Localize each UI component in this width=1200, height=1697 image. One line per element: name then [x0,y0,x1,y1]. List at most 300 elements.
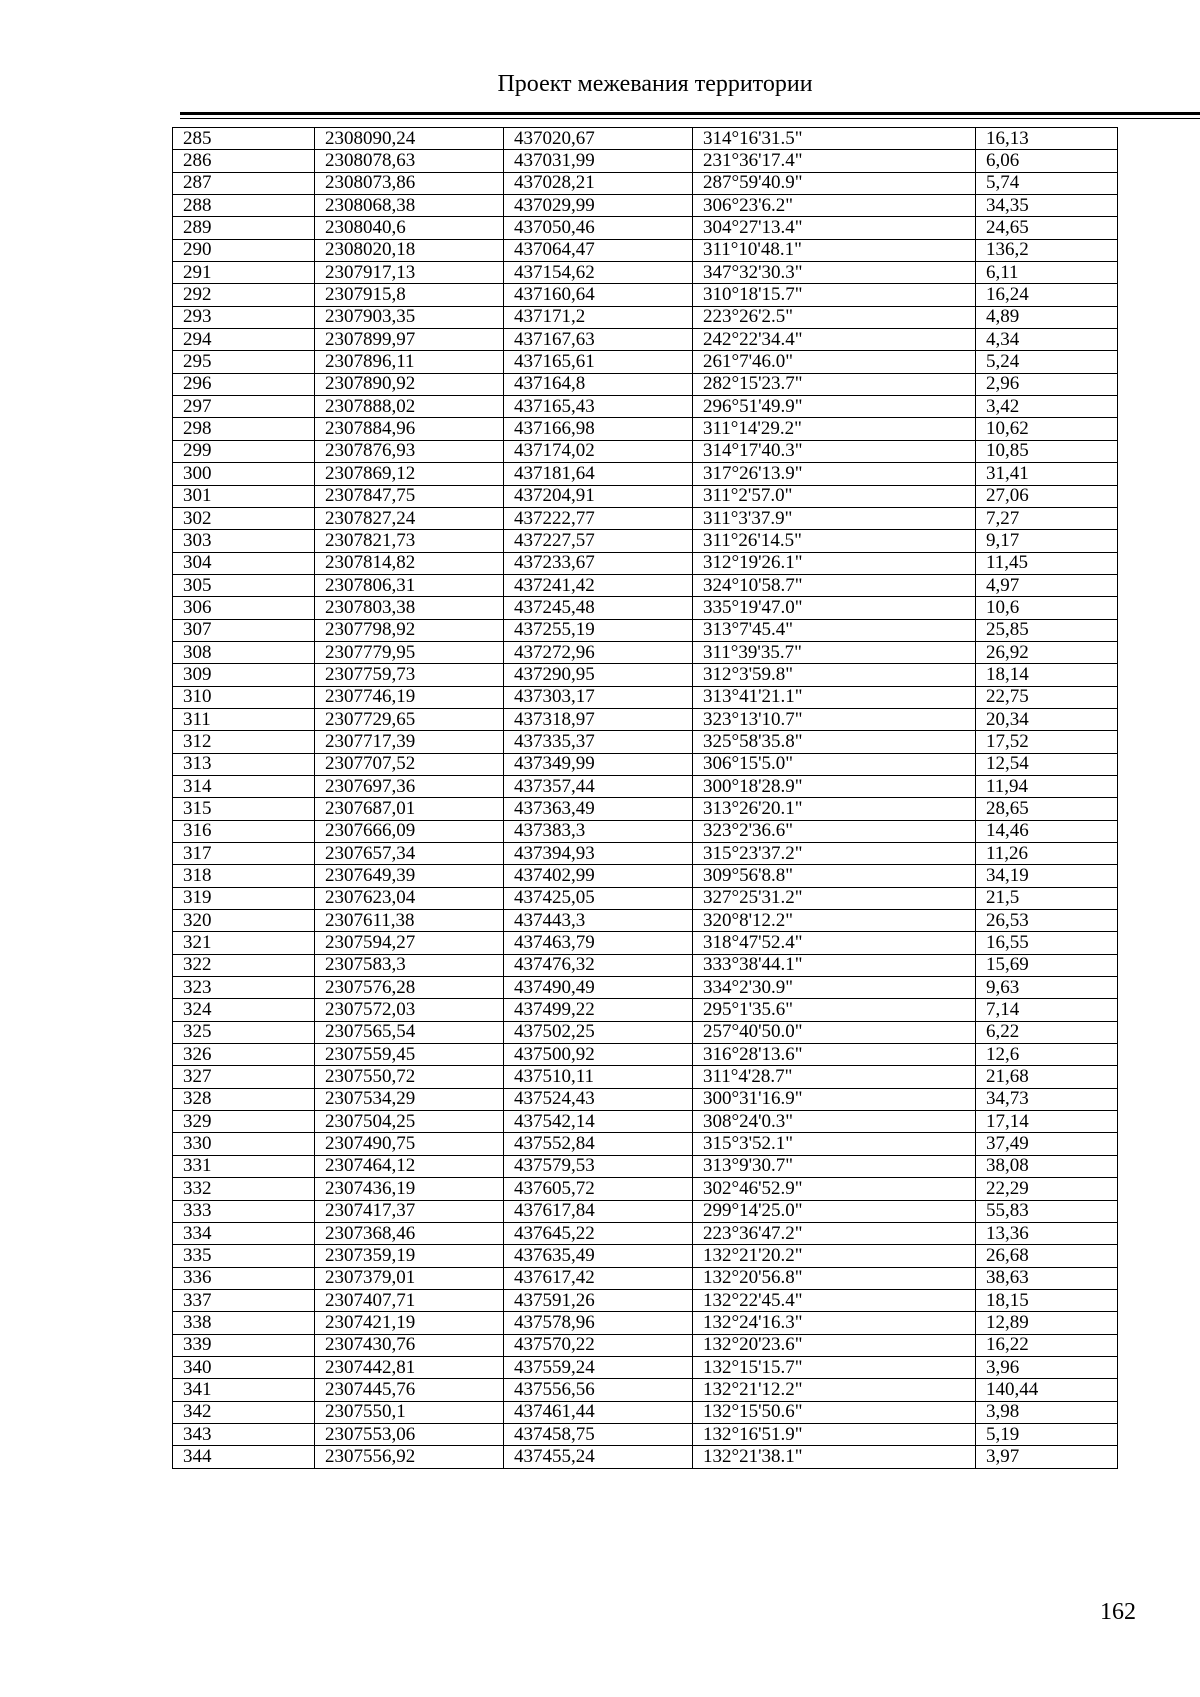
x-coordinate-cell: 2307572,03 [315,999,504,1021]
point-number-cell: 314 [173,775,315,797]
x-coordinate-cell: 2307576,28 [315,977,504,999]
x-coordinate-cell: 2307534,29 [315,1088,504,1110]
direction-angle-cell: 223°26'2.5" [693,306,976,328]
direction-angle-cell: 313°9'30.7" [693,1155,976,1177]
x-coordinate-cell: 2307490,75 [315,1133,504,1155]
point-number-cell: 302 [173,507,315,529]
x-coordinate-cell: 2307442,81 [315,1356,504,1378]
x-coordinate-cell: 2307359,19 [315,1245,504,1267]
distance-cell: 4,89 [976,306,1118,328]
x-coordinate-cell: 2307876,93 [315,440,504,462]
point-number-cell: 340 [173,1356,315,1378]
x-coordinate-cell: 2307556,92 [315,1446,504,1468]
table-row [173,239,1118,261]
table-row [173,686,1118,708]
direction-angle-cell: 318°47'52.4" [693,932,976,954]
y-coordinate-cell: 437443,3 [504,910,693,932]
direction-angle-cell: 308°24'0.3" [693,1111,976,1133]
distance-cell: 16,13 [976,128,1118,150]
x-coordinate-cell: 2307565,54 [315,1021,504,1043]
point-number-cell: 286 [173,150,315,172]
direction-angle-cell: 132°21'38.1" [693,1446,976,1468]
table-row [173,552,1118,574]
table-row [173,1111,1118,1133]
table-row [173,954,1118,976]
table-row [173,128,1118,150]
direction-angle-cell: 315°3'52.1" [693,1133,976,1155]
x-coordinate-cell: 2307884,96 [315,418,504,440]
y-coordinate-cell: 437499,22 [504,999,693,1021]
distance-cell: 6,06 [976,150,1118,172]
direction-angle-cell: 302°46'52.9" [693,1178,976,1200]
point-number-cell: 290 [173,239,315,261]
table-row [173,843,1118,865]
distance-cell: 10,62 [976,418,1118,440]
direction-angle-cell: 317°26'13.9" [693,463,976,485]
table-row [173,351,1118,373]
distance-cell: 13,36 [976,1222,1118,1244]
point-number-cell: 293 [173,306,315,328]
distance-cell: 9,17 [976,530,1118,552]
point-number-cell: 332 [173,1178,315,1200]
table-row [173,485,1118,507]
x-coordinate-cell: 2307888,02 [315,396,504,418]
y-coordinate-cell: 437556,56 [504,1379,693,1401]
table-row [173,1245,1118,1267]
y-coordinate-cell: 437335,37 [504,731,693,753]
y-coordinate-cell: 437181,64 [504,463,693,485]
point-number-cell: 325 [173,1021,315,1043]
y-coordinate-cell: 437167,63 [504,329,693,351]
table-row [173,1401,1118,1423]
point-number-cell: 313 [173,753,315,775]
point-number-cell: 305 [173,574,315,596]
distance-cell: 55,83 [976,1200,1118,1222]
y-coordinate-cell: 437402,99 [504,865,693,887]
x-coordinate-cell: 2307464,12 [315,1155,504,1177]
point-number-cell: 331 [173,1155,315,1177]
distance-cell: 16,55 [976,932,1118,954]
distance-cell: 22,75 [976,686,1118,708]
x-coordinate-cell: 2307697,36 [315,775,504,797]
distance-cell: 10,85 [976,440,1118,462]
distance-cell: 16,24 [976,284,1118,306]
distance-cell: 11,45 [976,552,1118,574]
distance-cell: 3,42 [976,396,1118,418]
point-number-cell: 328 [173,1088,315,1110]
table-row [173,463,1118,485]
point-number-cell: 327 [173,1066,315,1088]
direction-angle-cell: 313°26'20.1" [693,798,976,820]
y-coordinate-cell: 437174,02 [504,440,693,462]
distance-cell: 4,97 [976,574,1118,596]
point-number-cell: 320 [173,910,315,932]
point-number-cell: 321 [173,932,315,954]
distance-cell: 12,54 [976,753,1118,775]
table-row [173,775,1118,797]
point-number-cell: 308 [173,641,315,663]
distance-cell: 5,24 [976,351,1118,373]
y-coordinate-cell: 437020,67 [504,128,693,150]
distance-cell: 26,53 [976,910,1118,932]
point-number-cell: 338 [173,1312,315,1334]
direction-angle-cell: 335°19'47.0" [693,597,976,619]
table-row [173,418,1118,440]
table-row [173,1379,1118,1401]
distance-cell: 9,63 [976,977,1118,999]
direction-angle-cell: 304°27'13.4" [693,217,976,239]
table-row [173,820,1118,842]
x-coordinate-cell: 2307623,04 [315,887,504,909]
point-number-cell: 318 [173,865,315,887]
point-number-cell: 343 [173,1423,315,1445]
direction-angle-cell: 312°3'59.8" [693,664,976,686]
distance-cell: 10,6 [976,597,1118,619]
distance-cell: 34,19 [976,865,1118,887]
table-row [173,530,1118,552]
table-row [173,306,1118,328]
direction-angle-cell: 327°25'31.2" [693,887,976,909]
direction-angle-cell: 309°56'8.8" [693,865,976,887]
distance-cell: 5,19 [976,1423,1118,1445]
point-number-cell: 342 [173,1401,315,1423]
distance-cell: 26,92 [976,641,1118,663]
table-row [173,597,1118,619]
point-number-cell: 310 [173,686,315,708]
y-coordinate-cell: 437029,99 [504,195,693,217]
y-coordinate-cell: 437171,2 [504,306,693,328]
x-coordinate-cell: 2308073,86 [315,172,504,194]
page-title: Проект межевания территории [497,71,813,97]
y-coordinate-cell: 437455,24 [504,1446,693,1468]
table-row [173,217,1118,239]
point-number-cell: 334 [173,1222,315,1244]
x-coordinate-cell: 2307611,38 [315,910,504,932]
y-coordinate-cell: 437166,98 [504,418,693,440]
direction-angle-cell: 242°22'34.4" [693,329,976,351]
direction-angle-cell: 311°2'57.0" [693,485,976,507]
distance-cell: 34,35 [976,195,1118,217]
distance-cell: 17,14 [976,1111,1118,1133]
table-row [173,1222,1118,1244]
table-row [173,1289,1118,1311]
x-coordinate-cell: 2307806,31 [315,574,504,596]
y-coordinate-cell: 437383,3 [504,820,693,842]
y-coordinate-cell: 437476,32 [504,954,693,976]
y-coordinate-cell: 437579,53 [504,1155,693,1177]
distance-cell: 6,11 [976,262,1118,284]
y-coordinate-cell: 437591,26 [504,1289,693,1311]
point-number-cell: 339 [173,1334,315,1356]
x-coordinate-cell: 2307559,45 [315,1044,504,1066]
direction-angle-cell: 313°41'21.1" [693,686,976,708]
y-coordinate-cell: 437303,17 [504,686,693,708]
point-number-cell: 301 [173,485,315,507]
table-row [173,1133,1118,1155]
y-coordinate-cell: 437500,92 [504,1044,693,1066]
distance-cell: 12,89 [976,1312,1118,1334]
direction-angle-cell: 306°15'5.0" [693,753,976,775]
y-coordinate-cell: 437164,8 [504,373,693,395]
distance-cell: 3,96 [976,1356,1118,1378]
direction-angle-cell: 132°21'12.2" [693,1379,976,1401]
direction-angle-cell: 132°21'20.2" [693,1245,976,1267]
direction-angle-cell: 310°18'15.7" [693,284,976,306]
x-coordinate-cell: 2307550,72 [315,1066,504,1088]
table-row [173,1155,1118,1177]
y-coordinate-cell: 437363,49 [504,798,693,820]
direction-angle-cell: 261°7'46.0" [693,351,976,373]
x-coordinate-cell: 2308068,38 [315,195,504,217]
y-coordinate-cell: 437204,91 [504,485,693,507]
table-row [173,396,1118,418]
table-row [173,1021,1118,1043]
y-coordinate-cell: 437318,97 [504,708,693,730]
point-number-cell: 294 [173,329,315,351]
table-row [173,708,1118,730]
point-number-cell: 335 [173,1245,315,1267]
distance-cell: 18,15 [976,1289,1118,1311]
direction-angle-cell: 316°28'13.6" [693,1044,976,1066]
point-number-cell: 333 [173,1200,315,1222]
distance-cell: 140,44 [976,1379,1118,1401]
y-coordinate-cell: 437255,19 [504,619,693,641]
y-coordinate-cell: 437559,24 [504,1356,693,1378]
distance-cell: 20,34 [976,708,1118,730]
point-number-cell: 344 [173,1446,315,1468]
direction-angle-cell: 231°36'17.4" [693,150,976,172]
y-coordinate-cell: 437458,75 [504,1423,693,1445]
table-row [173,910,1118,932]
point-number-cell: 315 [173,798,315,820]
x-coordinate-cell: 2307657,34 [315,843,504,865]
point-number-cell: 326 [173,1044,315,1066]
distance-cell: 16,22 [976,1334,1118,1356]
point-number-cell: 324 [173,999,315,1021]
x-coordinate-cell: 2307504,25 [315,1111,504,1133]
direction-angle-cell: 132°15'50.6" [693,1401,976,1423]
coordinates-table-body [173,128,1118,1469]
point-number-cell: 330 [173,1133,315,1155]
table-row [173,641,1118,663]
table-row [173,507,1118,529]
point-number-cell: 341 [173,1379,315,1401]
table-row [173,1044,1118,1066]
x-coordinate-cell: 2307687,01 [315,798,504,820]
table-row [173,664,1118,686]
x-coordinate-cell: 2307368,46 [315,1222,504,1244]
x-coordinate-cell: 2307417,37 [315,1200,504,1222]
y-coordinate-cell: 437165,61 [504,351,693,373]
x-coordinate-cell: 2308090,24 [315,128,504,150]
distance-cell: 7,27 [976,507,1118,529]
table-row [173,373,1118,395]
direction-angle-cell: 324°10'58.7" [693,574,976,596]
direction-angle-cell: 311°4'28.7" [693,1066,976,1088]
point-number-cell: 304 [173,552,315,574]
distance-cell: 4,34 [976,329,1118,351]
y-coordinate-cell: 437635,49 [504,1245,693,1267]
point-number-cell: 311 [173,708,315,730]
table-row [173,753,1118,775]
x-coordinate-cell: 2307430,76 [315,1334,504,1356]
x-coordinate-cell: 2307436,19 [315,1178,504,1200]
y-coordinate-cell: 437233,67 [504,552,693,574]
point-number-cell: 316 [173,820,315,842]
point-number-cell: 317 [173,843,315,865]
x-coordinate-cell: 2307899,97 [315,329,504,351]
x-coordinate-cell: 2307666,09 [315,820,504,842]
y-coordinate-cell: 437645,22 [504,1222,693,1244]
y-coordinate-cell: 437570,22 [504,1334,693,1356]
x-coordinate-cell: 2307827,24 [315,507,504,529]
table-row [173,262,1118,284]
y-coordinate-cell: 437490,49 [504,977,693,999]
y-coordinate-cell: 437245,48 [504,597,693,619]
table-row [173,999,1118,1021]
table-row [173,798,1118,820]
x-coordinate-cell: 2308040,6 [315,217,504,239]
distance-cell: 38,63 [976,1267,1118,1289]
point-number-cell: 329 [173,1111,315,1133]
x-coordinate-cell: 2307707,52 [315,753,504,775]
distance-cell: 11,94 [976,775,1118,797]
x-coordinate-cell: 2307445,76 [315,1379,504,1401]
y-coordinate-cell: 437357,44 [504,775,693,797]
y-coordinate-cell: 437064,47 [504,239,693,261]
direction-angle-cell: 334°2'30.9" [693,977,976,999]
y-coordinate-cell: 437272,96 [504,641,693,663]
table-row [173,1423,1118,1445]
distance-cell: 6,22 [976,1021,1118,1043]
y-coordinate-cell: 437394,93 [504,843,693,865]
y-coordinate-cell: 437425,05 [504,887,693,909]
point-number-cell: 319 [173,887,315,909]
direction-angle-cell: 132°16'51.9" [693,1423,976,1445]
direction-angle-cell: 311°3'37.9" [693,507,976,529]
distance-cell: 3,98 [976,1401,1118,1423]
direction-angle-cell: 311°10'48.1" [693,239,976,261]
y-coordinate-cell: 437031,99 [504,150,693,172]
x-coordinate-cell: 2307803,38 [315,597,504,619]
table-row [173,977,1118,999]
direction-angle-cell: 323°13'10.7" [693,708,976,730]
distance-cell: 24,65 [976,217,1118,239]
direction-angle-cell: 311°26'14.5" [693,530,976,552]
point-number-cell: 312 [173,731,315,753]
table-row [173,619,1118,641]
distance-cell: 26,68 [976,1245,1118,1267]
y-coordinate-cell: 437160,64 [504,284,693,306]
y-coordinate-cell: 437349,99 [504,753,693,775]
direction-angle-cell: 320°8'12.2" [693,910,976,932]
table-row [173,1088,1118,1110]
point-number-cell: 298 [173,418,315,440]
direction-angle-cell: 223°36'47.2" [693,1222,976,1244]
point-number-cell: 299 [173,440,315,462]
coordinates-table [172,127,1118,1469]
direction-angle-cell: 314°17'40.3" [693,440,976,462]
distance-cell: 136,2 [976,239,1118,261]
distance-cell: 22,29 [976,1178,1118,1200]
direction-angle-cell: 312°19'26.1" [693,552,976,574]
x-coordinate-cell: 2307407,71 [315,1289,504,1311]
point-number-cell: 296 [173,373,315,395]
distance-cell: 21,5 [976,887,1118,909]
y-coordinate-cell: 437510,11 [504,1066,693,1088]
direction-angle-cell: 306°23'6.2" [693,195,976,217]
distance-cell: 18,14 [976,664,1118,686]
direction-angle-cell: 325°58'35.8" [693,731,976,753]
point-number-cell: 337 [173,1289,315,1311]
distance-cell: 27,06 [976,485,1118,507]
x-coordinate-cell: 2307746,19 [315,686,504,708]
direction-angle-cell: 132°20'23.6" [693,1334,976,1356]
direction-angle-cell: 132°24'16.3" [693,1312,976,1334]
distance-cell: 2,96 [976,373,1118,395]
table-row [173,1178,1118,1200]
table-row [173,150,1118,172]
x-coordinate-cell: 2307896,11 [315,351,504,373]
x-coordinate-cell: 2307847,75 [315,485,504,507]
x-coordinate-cell: 2307421,19 [315,1312,504,1334]
point-number-cell: 297 [173,396,315,418]
table-row [173,195,1118,217]
direction-angle-cell: 311°39'35.7" [693,641,976,663]
x-coordinate-cell: 2307729,65 [315,708,504,730]
point-number-cell: 288 [173,195,315,217]
x-coordinate-cell: 2307821,73 [315,530,504,552]
y-coordinate-cell: 437502,25 [504,1021,693,1043]
point-number-cell: 303 [173,530,315,552]
distance-cell: 21,68 [976,1066,1118,1088]
point-number-cell: 300 [173,463,315,485]
y-coordinate-cell: 437050,46 [504,217,693,239]
table-row [173,887,1118,909]
x-coordinate-cell: 2308020,18 [315,239,504,261]
x-coordinate-cell: 2307915,8 [315,284,504,306]
x-coordinate-cell: 2307779,95 [315,641,504,663]
direction-angle-cell: 314°16'31.5" [693,128,976,150]
table-row [173,1446,1118,1468]
table-row [173,932,1118,954]
direction-angle-cell: 295°1'35.6" [693,999,976,1021]
y-coordinate-cell: 437617,42 [504,1267,693,1289]
direction-angle-cell: 132°20'56.8" [693,1267,976,1289]
direction-angle-cell: 287°59'40.9" [693,172,976,194]
distance-cell: 31,41 [976,463,1118,485]
x-coordinate-cell: 2307550,1 [315,1401,504,1423]
x-coordinate-cell: 2307890,92 [315,373,504,395]
direction-angle-cell: 323°2'36.6" [693,820,976,842]
distance-cell: 12,6 [976,1044,1118,1066]
y-coordinate-cell: 437165,43 [504,396,693,418]
x-coordinate-cell: 2308078,63 [315,150,504,172]
direction-angle-cell: 347°32'30.3" [693,262,976,284]
direction-angle-cell: 311°14'29.2" [693,418,976,440]
table-row [173,1200,1118,1222]
y-coordinate-cell: 437552,84 [504,1133,693,1155]
distance-cell: 11,26 [976,843,1118,865]
direction-angle-cell: 257°40'50.0" [693,1021,976,1043]
point-number-cell: 291 [173,262,315,284]
table-row [173,865,1118,887]
direction-angle-cell: 282°15'23.7" [693,373,976,395]
y-coordinate-cell: 437154,62 [504,262,693,284]
distance-cell: 17,52 [976,731,1118,753]
point-number-cell: 322 [173,954,315,976]
point-number-cell: 289 [173,217,315,239]
